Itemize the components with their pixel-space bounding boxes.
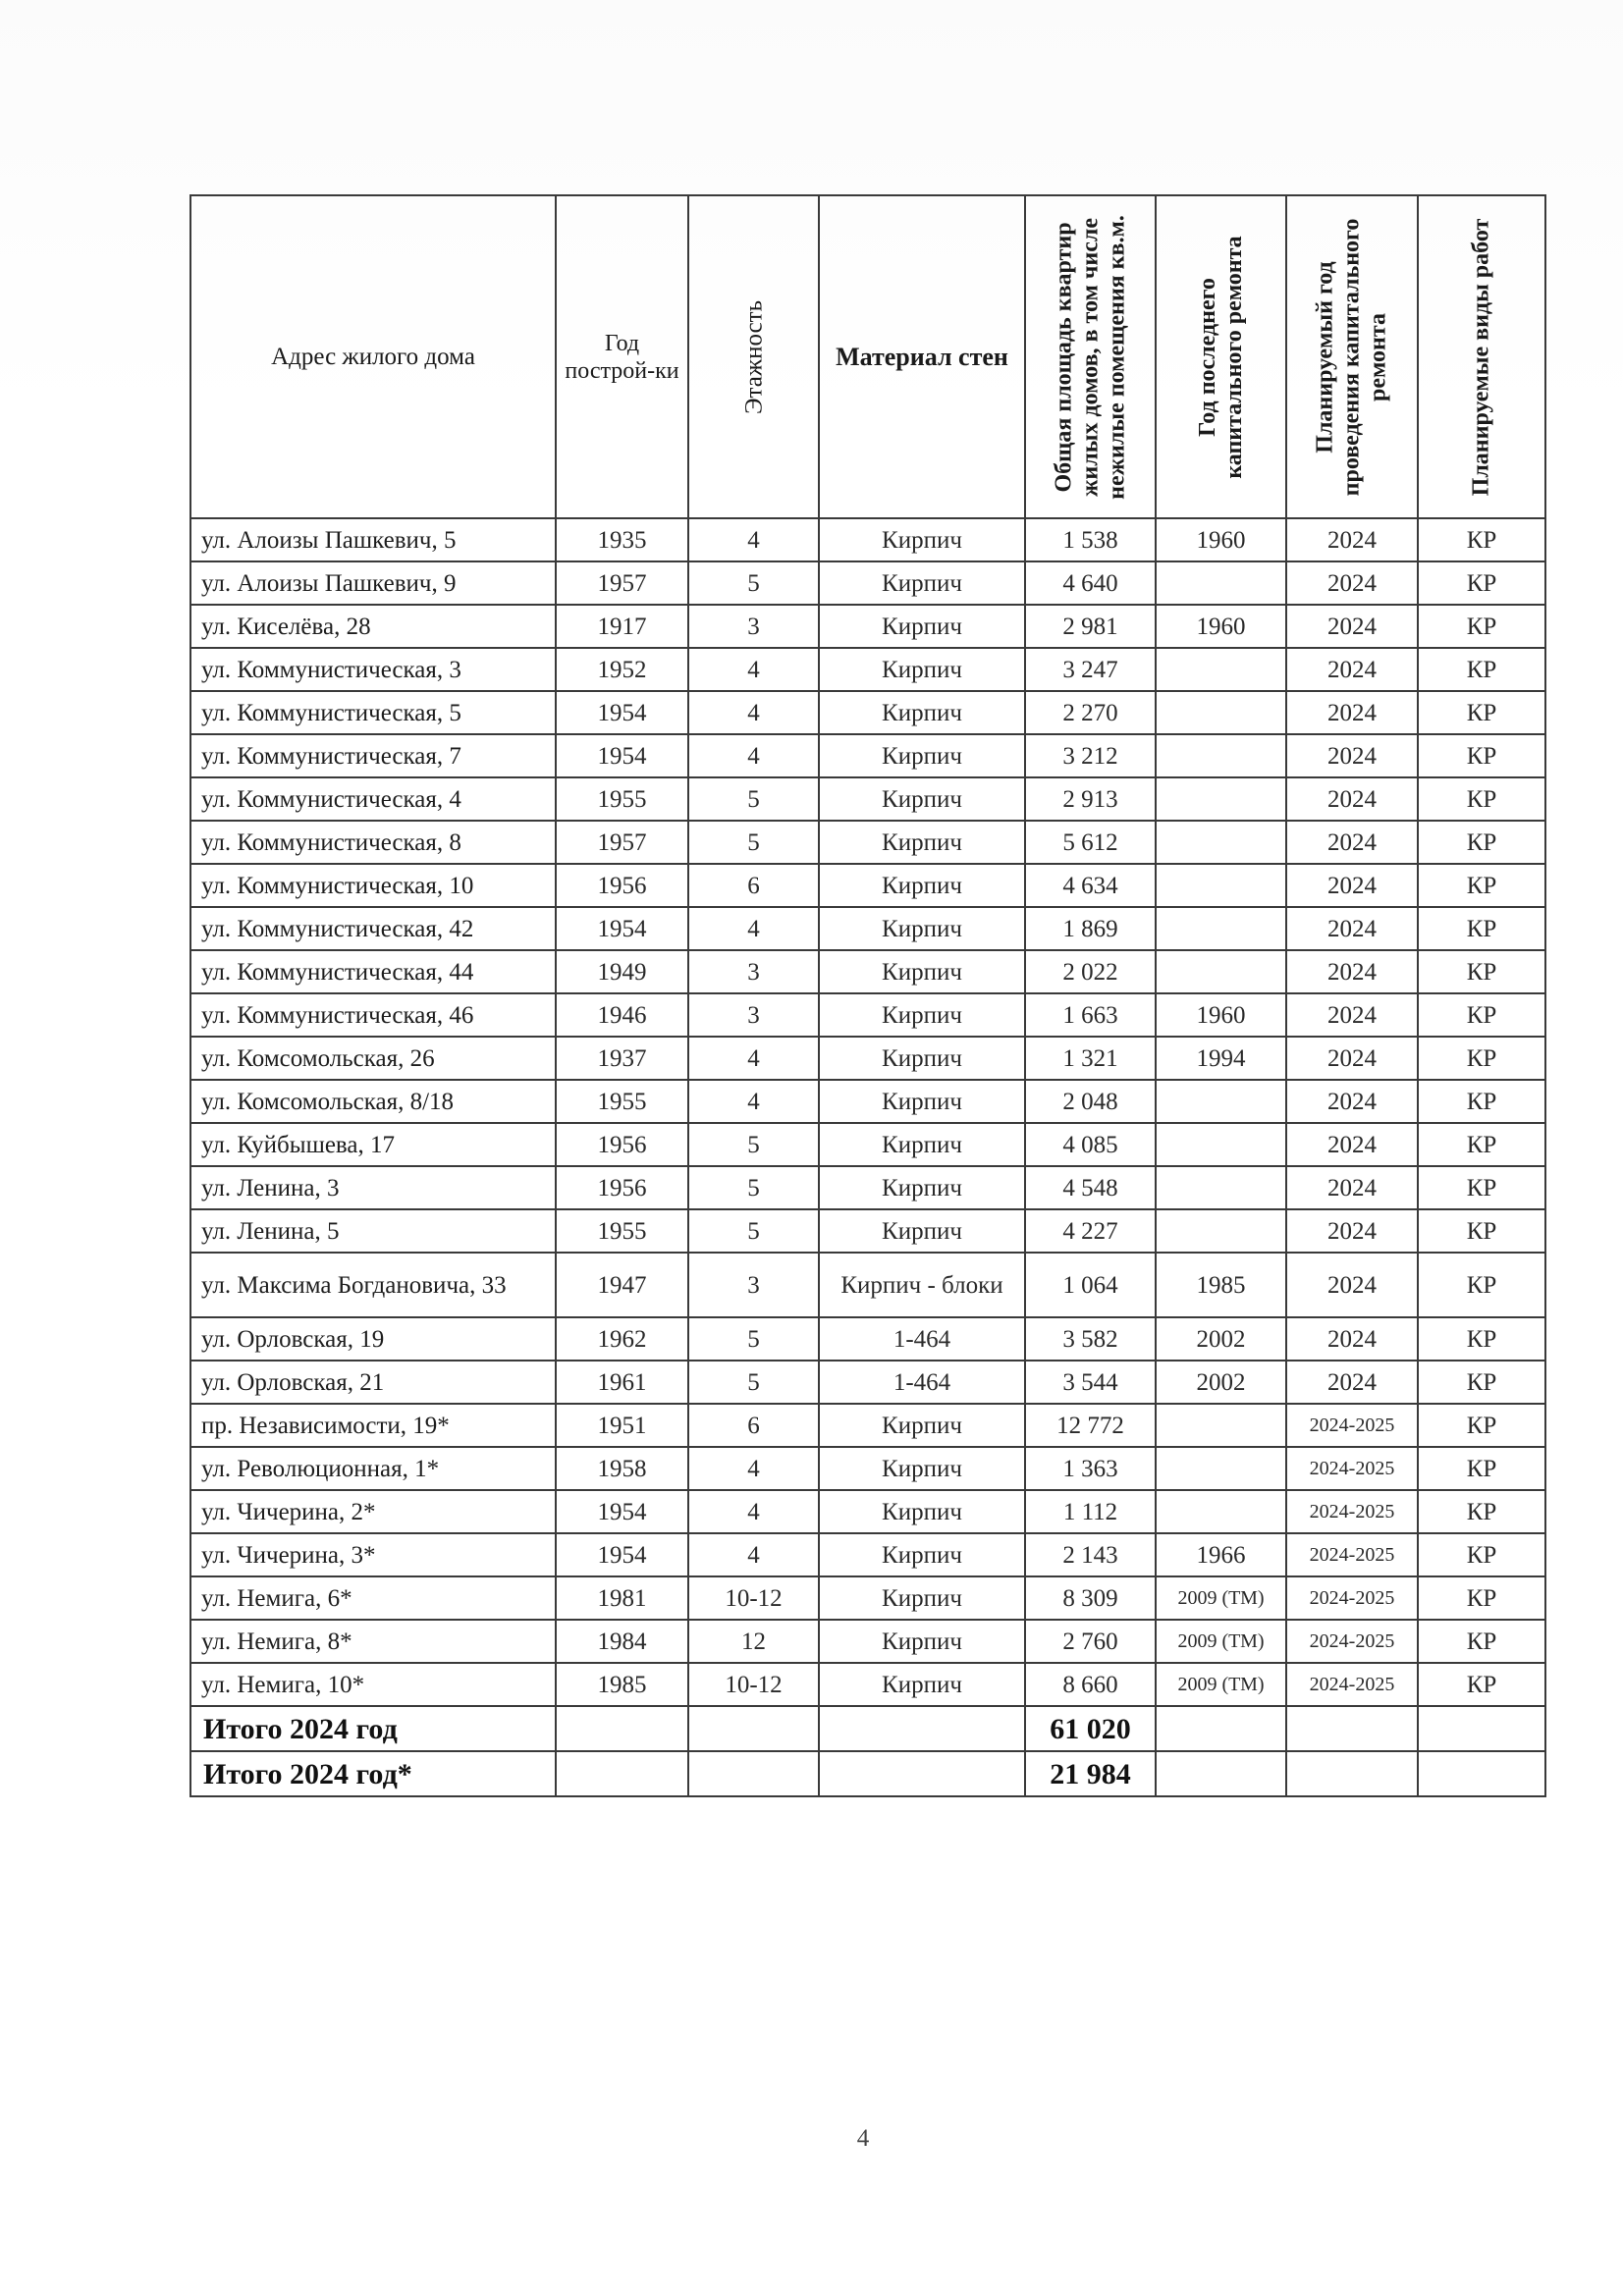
- cell-last-repair: [1156, 561, 1286, 605]
- cell-wall-material: 1-464: [819, 1361, 1025, 1404]
- totals-empty-cell: [688, 1751, 819, 1796]
- header-address: Адрес жилого дома: [190, 195, 556, 518]
- header-work-types-label: Планируемые виды работ: [1468, 218, 1494, 496]
- cell-last-repair: [1156, 1123, 1286, 1166]
- cell-last-repair: 1960: [1156, 518, 1286, 561]
- totals-label: Итого 2024 год: [190, 1706, 556, 1751]
- cell-year-built: 1935: [556, 518, 688, 561]
- cell-planned-year: 2024: [1286, 821, 1418, 864]
- cell-address: ул. Максима Богдановича, 33: [190, 1253, 556, 1317]
- cell-year-built: 1981: [556, 1576, 688, 1620]
- cell-floors: 5: [688, 561, 819, 605]
- cell-planned-year: 2024: [1286, 777, 1418, 821]
- table-row: [190, 1037, 1545, 1080]
- cell-address: ул. Коммунистическая, 46: [190, 993, 556, 1037]
- cell-work-type: КР: [1418, 1447, 1545, 1490]
- cell-address: ул. Орловская, 19: [190, 1317, 556, 1361]
- cell-floors: 4: [688, 1490, 819, 1533]
- cell-floors: 6: [688, 864, 819, 907]
- table-row: [190, 907, 1545, 950]
- cell-total-area: 1 112: [1025, 1490, 1156, 1533]
- cell-floors: 10-12: [688, 1663, 819, 1706]
- totals-label: Итого 2024 год*: [190, 1751, 556, 1796]
- cell-floors: 4: [688, 1080, 819, 1123]
- cell-address: ул. Коммунистическая, 4: [190, 777, 556, 821]
- totals-empty-cell: [1286, 1706, 1418, 1751]
- cell-last-repair: 1985: [1156, 1253, 1286, 1317]
- cell-planned-year: 2024: [1286, 1361, 1418, 1404]
- table-row: [190, 518, 1545, 561]
- table-row: [190, 734, 1545, 777]
- cell-floors: 5: [688, 1123, 819, 1166]
- totals-empty-cell: [1418, 1706, 1545, 1751]
- cell-floors: 12: [688, 1620, 819, 1663]
- cell-last-repair: 2002: [1156, 1317, 1286, 1361]
- header-last-repair: [1156, 195, 1286, 518]
- cell-floors: 5: [688, 1166, 819, 1209]
- cell-address: ул. Немига, 8*: [190, 1620, 556, 1663]
- cell-planned-year: 2024-2025: [1286, 1576, 1418, 1620]
- cell-total-area: 1 064: [1025, 1253, 1156, 1317]
- cell-planned-year: 2024-2025: [1286, 1663, 1418, 1706]
- cell-work-type: КР: [1418, 993, 1545, 1037]
- totals-empty-cell: [1156, 1751, 1286, 1796]
- cell-wall-material: Кирпич: [819, 777, 1025, 821]
- cell-planned-year: 2024-2025: [1286, 1620, 1418, 1663]
- cell-wall-material: Кирпич: [819, 648, 1025, 691]
- cell-work-type: КР: [1418, 691, 1545, 734]
- cell-total-area: 3 247: [1025, 648, 1156, 691]
- cell-last-repair: [1156, 691, 1286, 734]
- cell-last-repair: 1960: [1156, 993, 1286, 1037]
- cell-last-repair: 2002: [1156, 1361, 1286, 1404]
- cell-address: ул. Орловская, 21: [190, 1361, 556, 1404]
- cell-wall-material: Кирпич: [819, 1166, 1025, 1209]
- cell-total-area: 2 143: [1025, 1533, 1156, 1576]
- cell-work-type: КР: [1418, 734, 1545, 777]
- cell-last-repair: 1960: [1156, 605, 1286, 648]
- totals-empty-cell: [1418, 1751, 1545, 1796]
- cell-floors: 4: [688, 1533, 819, 1576]
- table-row: [190, 1533, 1545, 1576]
- cell-planned-year: 2024: [1286, 1166, 1418, 1209]
- cell-total-area: 2 270: [1025, 691, 1156, 734]
- cell-year-built: 1946: [556, 993, 688, 1037]
- cell-planned-year: 2024: [1286, 734, 1418, 777]
- cell-floors: 3: [688, 950, 819, 993]
- cell-last-repair: [1156, 864, 1286, 907]
- cell-year-built: 1954: [556, 907, 688, 950]
- cell-wall-material: Кирпич: [819, 864, 1025, 907]
- totals-empty-cell: [819, 1751, 1025, 1796]
- table-row: [190, 1166, 1545, 1209]
- cell-planned-year: 2024: [1286, 950, 1418, 993]
- cell-planned-year: 2024: [1286, 1123, 1418, 1166]
- cell-work-type: КР: [1418, 864, 1545, 907]
- totals-empty-cell: [1286, 1751, 1418, 1796]
- cell-last-repair: [1156, 1490, 1286, 1533]
- cell-address: ул. Чичерина, 2*: [190, 1490, 556, 1533]
- cell-work-type: КР: [1418, 1123, 1545, 1166]
- totals-empty-cell: [556, 1751, 688, 1796]
- cell-last-repair: [1156, 648, 1286, 691]
- cell-year-built: 1954: [556, 1533, 688, 1576]
- cell-planned-year: 2024-2025: [1286, 1490, 1418, 1533]
- cell-wall-material: Кирпич: [819, 605, 1025, 648]
- cell-address: ул. Коммунистическая, 10: [190, 864, 556, 907]
- cell-work-type: КР: [1418, 1317, 1545, 1361]
- cell-total-area: 4 634: [1025, 864, 1156, 907]
- cell-wall-material: 1-464: [819, 1317, 1025, 1361]
- cell-year-built: 1956: [556, 1166, 688, 1209]
- cell-address: ул. Алоизы Пашкевич, 9: [190, 561, 556, 605]
- cell-last-repair: [1156, 950, 1286, 993]
- cell-wall-material: Кирпич: [819, 1080, 1025, 1123]
- table-row: [190, 1361, 1545, 1404]
- cell-floors: 4: [688, 1037, 819, 1080]
- cell-address: ул. Куйбышева, 17: [190, 1123, 556, 1166]
- totals-empty-cell: [1156, 1706, 1286, 1751]
- cell-last-repair: [1156, 1404, 1286, 1447]
- table-row: [190, 605, 1545, 648]
- cell-planned-year: 2024: [1286, 518, 1418, 561]
- totals-empty-cell: [556, 1706, 688, 1751]
- table-row: [190, 1576, 1545, 1620]
- cell-total-area: 4 548: [1025, 1166, 1156, 1209]
- cell-total-area: 8 660: [1025, 1663, 1156, 1706]
- cell-work-type: КР: [1418, 561, 1545, 605]
- cell-work-type: КР: [1418, 1490, 1545, 1533]
- cell-total-area: 1 538: [1025, 518, 1156, 561]
- cell-wall-material: Кирпич: [819, 907, 1025, 950]
- cell-year-built: 1947: [556, 1253, 688, 1317]
- cell-address: ул. Коммунистическая, 42: [190, 907, 556, 950]
- cell-year-built: 1955: [556, 1209, 688, 1253]
- cell-floors: 5: [688, 1361, 819, 1404]
- cell-year-built: 1952: [556, 648, 688, 691]
- totals-row: [190, 1706, 1545, 1751]
- table-body: [190, 518, 1545, 1706]
- header-planned-year: [1286, 195, 1418, 518]
- table-row: [190, 1080, 1545, 1123]
- cell-address: ул. Киселёва, 28: [190, 605, 556, 648]
- cell-work-type: КР: [1418, 1080, 1545, 1123]
- cell-work-type: КР: [1418, 1361, 1545, 1404]
- header-total-area-label: Общая площадь квартир жилых домов, в том числе нежилые помещения кв.м.: [1051, 214, 1129, 500]
- cell-work-type: КР: [1418, 1533, 1545, 1576]
- cell-planned-year: 2024: [1286, 1080, 1418, 1123]
- cell-total-area: 3 212: [1025, 734, 1156, 777]
- cell-work-type: КР: [1418, 1253, 1545, 1317]
- cell-planned-year: 2024: [1286, 907, 1418, 950]
- cell-floors: 4: [688, 1447, 819, 1490]
- cell-planned-year: 2024-2025: [1286, 1533, 1418, 1576]
- cell-total-area: 2 048: [1025, 1080, 1156, 1123]
- cell-floors: 6: [688, 1404, 819, 1447]
- cell-work-type: КР: [1418, 1037, 1545, 1080]
- cell-floors: 3: [688, 993, 819, 1037]
- cell-wall-material: Кирпич: [819, 1447, 1025, 1490]
- header-wall-material: Материал стен: [819, 195, 1025, 518]
- totals-area: 21 984: [1025, 1751, 1156, 1796]
- table-row: [190, 1404, 1545, 1447]
- cell-last-repair: 1994: [1156, 1037, 1286, 1080]
- cell-wall-material: Кирпич: [819, 1404, 1025, 1447]
- cell-total-area: 3 582: [1025, 1317, 1156, 1361]
- cell-address: ул. Революционная, 1*: [190, 1447, 556, 1490]
- header-work-types: [1418, 195, 1545, 518]
- cell-total-area: 1 363: [1025, 1447, 1156, 1490]
- cell-address: ул. Ленина, 5: [190, 1209, 556, 1253]
- cell-planned-year: 2024: [1286, 1317, 1418, 1361]
- cell-last-repair: 1966: [1156, 1533, 1286, 1576]
- header-planned-year-label: Планируемый год проведения капитального ремонта: [1312, 218, 1391, 496]
- cell-floors: 4: [688, 648, 819, 691]
- cell-address: ул. Коммунистическая, 3: [190, 648, 556, 691]
- cell-total-area: 2 913: [1025, 777, 1156, 821]
- cell-last-repair: [1156, 1166, 1286, 1209]
- cell-work-type: КР: [1418, 605, 1545, 648]
- cell-year-built: 1956: [556, 1123, 688, 1166]
- cell-floors: 4: [688, 907, 819, 950]
- cell-last-repair: [1156, 777, 1286, 821]
- cell-last-repair: [1156, 1080, 1286, 1123]
- cell-year-built: 1949: [556, 950, 688, 993]
- header-last-repair-label: Год последнего капитального ремонта: [1194, 235, 1247, 479]
- cell-wall-material: Кирпич: [819, 1037, 1025, 1080]
- cell-planned-year: 2024-2025: [1286, 1447, 1418, 1490]
- cell-address: пр. Независимости, 19*: [190, 1404, 556, 1447]
- cell-planned-year: 2024: [1286, 1253, 1418, 1317]
- cell-floors: 5: [688, 1209, 819, 1253]
- cell-address: ул. Коммунистическая, 44: [190, 950, 556, 993]
- header-total-area: [1025, 195, 1156, 518]
- cell-year-built: 1962: [556, 1317, 688, 1361]
- cell-work-type: КР: [1418, 1576, 1545, 1620]
- cell-wall-material: Кирпич: [819, 1620, 1025, 1663]
- cell-wall-material: Кирпич: [819, 561, 1025, 605]
- table-row: [190, 1447, 1545, 1490]
- cell-floors: 5: [688, 1317, 819, 1361]
- cell-year-built: 1951: [556, 1404, 688, 1447]
- table-row: [190, 648, 1545, 691]
- cell-wall-material: Кирпич: [819, 518, 1025, 561]
- cell-work-type: КР: [1418, 518, 1545, 561]
- table-row: [190, 561, 1545, 605]
- cell-wall-material: Кирпич: [819, 1663, 1025, 1706]
- header-floors-label: Этажность: [740, 299, 767, 414]
- cell-last-repair: 2009 (ТМ): [1156, 1663, 1286, 1706]
- cell-wall-material: Кирпич: [819, 734, 1025, 777]
- cell-planned-year: 2024: [1286, 1037, 1418, 1080]
- housing-repair-table: [189, 194, 1546, 1797]
- table-header-row: [190, 195, 1545, 518]
- cell-total-area: 1 869: [1025, 907, 1156, 950]
- cell-total-area: 1 321: [1025, 1037, 1156, 1080]
- cell-total-area: 12 772: [1025, 1404, 1156, 1447]
- cell-total-area: 2 981: [1025, 605, 1156, 648]
- table-row: [190, 1123, 1545, 1166]
- cell-planned-year: 2024: [1286, 561, 1418, 605]
- table-row: [190, 1663, 1545, 1706]
- cell-wall-material: Кирпич: [819, 1576, 1025, 1620]
- cell-floors: 5: [688, 777, 819, 821]
- cell-year-built: 1954: [556, 1490, 688, 1533]
- page-number: 4: [856, 2125, 870, 2152]
- cell-planned-year: 2024: [1286, 864, 1418, 907]
- cell-last-repair: [1156, 821, 1286, 864]
- cell-last-repair: [1156, 907, 1286, 950]
- table-row: [190, 950, 1545, 993]
- cell-planned-year: 2024: [1286, 691, 1418, 734]
- cell-work-type: КР: [1418, 821, 1545, 864]
- cell-address: ул. Коммунистическая, 8: [190, 821, 556, 864]
- cell-work-type: КР: [1418, 1620, 1545, 1663]
- cell-year-built: 1958: [556, 1447, 688, 1490]
- cell-year-built: 1956: [556, 864, 688, 907]
- table-row: [190, 1209, 1545, 1253]
- cell-floors: 10-12: [688, 1576, 819, 1620]
- cell-year-built: 1955: [556, 1080, 688, 1123]
- cell-planned-year: 2024: [1286, 1209, 1418, 1253]
- cell-year-built: 1937: [556, 1037, 688, 1080]
- cell-address: ул. Чичерина, 3*: [190, 1533, 556, 1576]
- cell-work-type: КР: [1418, 777, 1545, 821]
- cell-floors: 5: [688, 821, 819, 864]
- totals-body: [190, 1706, 1545, 1796]
- cell-last-repair: [1156, 734, 1286, 777]
- cell-wall-material: Кирпич: [819, 993, 1025, 1037]
- cell-wall-material: Кирпич - блоки: [819, 1253, 1025, 1317]
- cell-planned-year: 2024-2025: [1286, 1404, 1418, 1447]
- cell-year-built: 1917: [556, 605, 688, 648]
- cell-address: ул. Коммунистическая, 5: [190, 691, 556, 734]
- header-floors: [688, 195, 819, 518]
- cell-address: ул. Ленина, 3: [190, 1166, 556, 1209]
- cell-total-area: 4 640: [1025, 561, 1156, 605]
- cell-last-repair: [1156, 1447, 1286, 1490]
- cell-address: ул. Алоизы Пашкевич, 5: [190, 518, 556, 561]
- cell-wall-material: Кирпич: [819, 821, 1025, 864]
- cell-total-area: 3 544: [1025, 1361, 1156, 1404]
- cell-wall-material: Кирпич: [819, 691, 1025, 734]
- cell-floors: 3: [688, 1253, 819, 1317]
- totals-empty-cell: [688, 1706, 819, 1751]
- cell-total-area: 2 760: [1025, 1620, 1156, 1663]
- cell-year-built: 1954: [556, 734, 688, 777]
- cell-address: ул. Комсомольская, 26: [190, 1037, 556, 1080]
- cell-address: ул. Немига, 10*: [190, 1663, 556, 1706]
- totals-empty-cell: [819, 1706, 1025, 1751]
- cell-last-repair: [1156, 1209, 1286, 1253]
- cell-last-repair: 2009 (ТМ): [1156, 1576, 1286, 1620]
- cell-wall-material: Кирпич: [819, 1209, 1025, 1253]
- cell-total-area: 8 309: [1025, 1576, 1156, 1620]
- cell-address: ул. Немига, 6*: [190, 1576, 556, 1620]
- cell-floors: 4: [688, 518, 819, 561]
- cell-work-type: КР: [1418, 1663, 1545, 1706]
- cell-wall-material: Кирпич: [819, 950, 1025, 993]
- cell-planned-year: 2024: [1286, 993, 1418, 1037]
- cell-planned-year: 2024: [1286, 605, 1418, 648]
- cell-year-built: 1957: [556, 561, 688, 605]
- table-row: [190, 1253, 1545, 1317]
- cell-wall-material: Кирпич: [819, 1490, 1025, 1533]
- cell-total-area: 1 663: [1025, 993, 1156, 1037]
- cell-year-built: 1961: [556, 1361, 688, 1404]
- cell-total-area: 4 227: [1025, 1209, 1156, 1253]
- cell-total-area: 2 022: [1025, 950, 1156, 993]
- cell-total-area: 4 085: [1025, 1123, 1156, 1166]
- cell-planned-year: 2024: [1286, 648, 1418, 691]
- table-row: [190, 821, 1545, 864]
- cell-work-type: КР: [1418, 1166, 1545, 1209]
- cell-wall-material: Кирпич: [819, 1533, 1025, 1576]
- cell-address: ул. Коммунистическая, 7: [190, 734, 556, 777]
- header-year-built: Год построй-ки: [556, 195, 688, 518]
- cell-total-area: 5 612: [1025, 821, 1156, 864]
- table-row: [190, 993, 1545, 1037]
- cell-address: ул. Комсомольская, 8/18: [190, 1080, 556, 1123]
- table-row: [190, 691, 1545, 734]
- table-row: [190, 864, 1545, 907]
- cell-floors: 4: [688, 691, 819, 734]
- table-row: [190, 777, 1545, 821]
- cell-wall-material: Кирпич: [819, 1123, 1025, 1166]
- cell-work-type: КР: [1418, 1404, 1545, 1447]
- table-row: [190, 1317, 1545, 1361]
- cell-work-type: КР: [1418, 1209, 1545, 1253]
- cell-year-built: 1957: [556, 821, 688, 864]
- cell-work-type: КР: [1418, 648, 1545, 691]
- cell-year-built: 1955: [556, 777, 688, 821]
- cell-year-built: 1984: [556, 1620, 688, 1663]
- cell-floors: 4: [688, 734, 819, 777]
- totals-row: [190, 1751, 1545, 1796]
- totals-area: 61 020: [1025, 1706, 1156, 1751]
- cell-work-type: КР: [1418, 907, 1545, 950]
- cell-work-type: КР: [1418, 950, 1545, 993]
- cell-floors: 3: [688, 605, 819, 648]
- cell-year-built: 1985: [556, 1663, 688, 1706]
- cell-year-built: 1954: [556, 691, 688, 734]
- table-row: [190, 1620, 1545, 1663]
- cell-last-repair: 2009 (ТМ): [1156, 1620, 1286, 1663]
- table-row: [190, 1490, 1545, 1533]
